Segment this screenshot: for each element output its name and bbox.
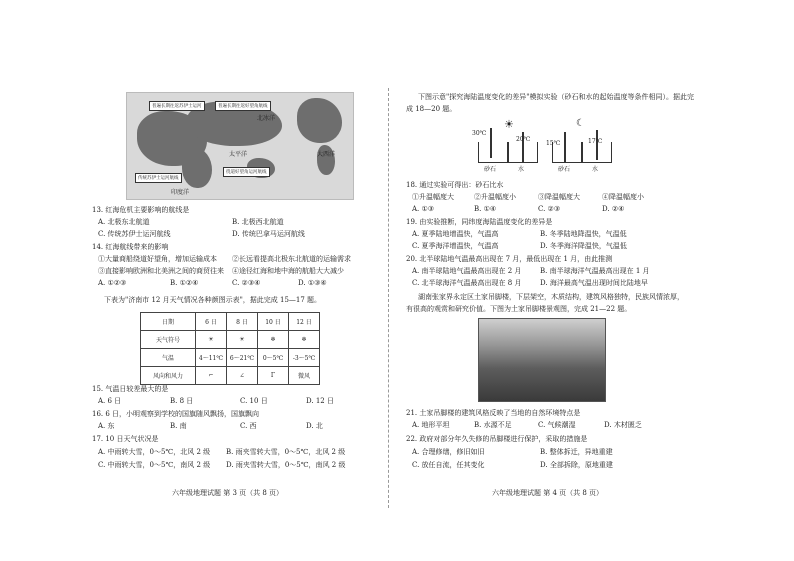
q16-stem: 16. 6 日，小明观察到学校的国旗随风飘扬，国旗飘向 [92, 410, 260, 418]
q16-option-a[interactable]: A. 东 [98, 422, 115, 430]
q20-option-a[interactable]: A. 南半球陆地气温最高出现在 2 月 [412, 267, 522, 275]
q21-option-d[interactable]: D. 木材匮乏 [604, 421, 642, 429]
q21-22-intro-line-2: 有很高的观赏和研究价值。下图为土家吊脚楼景观图，完成 21—22 题。 [406, 305, 632, 313]
q15-option-b[interactable]: B. 8 日 [170, 397, 194, 405]
q14-option-b[interactable]: B. ①②④ [170, 279, 199, 287]
q15-option-c[interactable]: C. 10 日 [240, 397, 268, 405]
sun-icon: ☀ [504, 118, 514, 131]
exp-intro-line-2: 成 18—20 题。 [406, 105, 457, 113]
q18-stem: 18. 通过实验可得出：砂石比水 [406, 181, 504, 189]
q22-option-a[interactable]: A. 合理修缮，修旧如旧 [412, 448, 485, 456]
q18-statement-1: ①升温幅度大 [412, 193, 454, 201]
q14-option-d[interactable]: D. ①③④ [298, 279, 327, 287]
q19-option-b[interactable]: B. 冬季陆地降温快，气温低 [540, 230, 627, 238]
thermometer-icon [564, 132, 566, 162]
map-legend-box-1: 普遍长期往返苏伊士运河 [149, 101, 205, 111]
q21-stem: 21. 土家吊脚楼的建筑风格反映了当地的自然环境特点是 [406, 409, 581, 417]
table-temp-4: -3～5℃ [289, 349, 320, 367]
q14-stem: 14. 红海航线带来的影响 [92, 243, 169, 251]
map-legend-box-4: 绕道好望角运河航线 [223, 167, 270, 177]
table-date-4: 12 日 [289, 313, 320, 331]
q20-option-b[interactable]: B. 南半球海洋气温最高出现在 1 月 [540, 267, 650, 275]
wind-barb-icon: Γ [258, 367, 289, 385]
q20-option-d[interactable]: D. 海洋最高气温出现时间比陆地早 [540, 279, 648, 287]
table-temp-2: 6～21℃ [227, 349, 258, 367]
table-header-symbol: 天气符号 [141, 331, 196, 349]
q20-stem: 20. 北半球陆地气温最高出现在 7 月，最低出现在 1 月，由此推测 [406, 255, 613, 263]
temp-label-3: 15℃ [546, 140, 561, 147]
snow-icon: ❄ [289, 331, 320, 349]
q18-option-d[interactable]: D. ②④ [602, 205, 625, 213]
q14-statement-3: ③直接影响欧洲和北美洲之间的商贸往来 [98, 267, 224, 275]
q15-option-a[interactable]: A. 6 日 [98, 397, 122, 405]
footer-page-4: 六年级地理试题 第 4 页（共 8 页） [492, 489, 604, 497]
table-temp-3: 0～5℃ [258, 349, 289, 367]
q13-option-b[interactable]: B. 北极西北航道 [232, 218, 284, 226]
q21-option-a[interactable]: A. 地形平坦 [412, 421, 450, 429]
page-divider [388, 88, 389, 508]
q14-statement-4: ④途径红海和地中海的航船大大减少 [232, 267, 344, 275]
map-legend-box-2: 普遍长期往返好望角航线 [215, 101, 271, 111]
table-header-temp: 气温 [141, 349, 196, 367]
label-sand-2: 砂石 [558, 166, 571, 173]
q18-option-b[interactable]: B. ①④ [474, 205, 497, 213]
map-landmass-north-america [297, 98, 342, 143]
q19-option-d[interactable]: D. 冬季海洋降温快，气温低 [540, 242, 627, 250]
q14-statement-2: ②长远看提高北极东北航道的运输需求 [232, 255, 351, 263]
experiment-figure [470, 118, 620, 176]
q20-option-c[interactable]: C. 北半球海洋气温最高出现在 8 月 [412, 279, 522, 287]
exp-intro-line-1: 下图示意"探究海陆温度变化的差异"模拟实验（砂石和水的起始温度等条件相同）。据此完 [418, 93, 694, 101]
q15-17-intro: 下表为"济南市 12 月天气情况各种颜图示表"，据此完成 15—17 题。 [104, 296, 322, 304]
temp-label-2: 20℃ [516, 136, 531, 143]
q15-stem: 15. 气温日较差最大的是 [92, 385, 169, 393]
q14-statement-1: ①大量商船绕道好望角，增加运输成本 [98, 255, 217, 263]
q22-option-d[interactable]: D. 全部拆除，原地重建 [540, 461, 613, 469]
rain-snow-icon: ❄ [258, 331, 289, 349]
q18-statement-2: ②升温幅度小 [474, 193, 516, 201]
table-header-wind: 风向和风力 [141, 367, 196, 385]
q15-option-d[interactable]: D. 12 日 [306, 397, 334, 405]
q19-option-c[interactable]: C. 夏季海洋增温快，气温高 [412, 242, 499, 250]
beaker-sand-1 [478, 142, 508, 163]
q21-option-c[interactable]: C. 气候潮湿 [538, 421, 576, 429]
q22-option-b[interactable]: B. 整体拆迁，异地重建 [540, 448, 613, 456]
q16-option-b[interactable]: B. 南 [170, 422, 187, 430]
map-label-arctic: 北冰洋 [257, 115, 276, 122]
q13-option-d[interactable]: D. 传统巴拿马运河航线 [232, 230, 305, 238]
q21-22-intro-line-1: 湖南张家界永定区土家吊脚楼，下层架空，木质结构，建筑风格独特，民族风情浓厚， [418, 293, 684, 301]
q17-option-a[interactable]: A. 中雨转大雪，0～5℃，北风 2 级 [98, 448, 211, 456]
q18-option-c[interactable]: C. ②③ [538, 205, 561, 213]
q17-option-b[interactable]: B. 雨夹雪转大雪，0～5℃，北风 2 级 [226, 448, 346, 456]
q13-option-a[interactable]: A. 北极东北航道 [98, 218, 150, 226]
q22-stem: 22. 政府对部分年久失修的吊脚楼进行保护，采取的措施是 [406, 435, 588, 443]
sun-icon: ☀ [227, 331, 258, 349]
temp-label-4: 17℃ [588, 138, 603, 145]
q17-stem: 17. 10 日天气状况是 [92, 435, 159, 443]
table-date-2: 8 日 [227, 313, 258, 331]
q18-statement-3: ③降温幅度大 [538, 193, 580, 201]
q14-option-a[interactable]: A. ①②③ [98, 279, 127, 287]
q18-statement-4: ④降温幅度小 [602, 193, 644, 201]
stilt-house-photo [478, 318, 606, 402]
table-date-3: 10 日 [258, 313, 289, 331]
label-water-1: 水 [518, 166, 525, 173]
q17-option-c[interactable]: C. 中雨转大雪，0～5℃，南风 2 级 [98, 461, 211, 469]
thermometer-icon [596, 130, 598, 160]
q13-stem: 13. 红海危机主要影响的航线是 [92, 206, 190, 214]
q16-option-c[interactable]: C. 西 [240, 422, 257, 430]
moon-icon: ☾ [576, 118, 585, 129]
table-temp-1: 4～11℃ [196, 349, 227, 367]
q13-option-c[interactable]: C. 传统苏伊士运河航线 [98, 230, 171, 238]
q14-option-c[interactable]: C. ②③④ [232, 279, 261, 287]
map-landmass-africa [182, 148, 212, 188]
q16-option-d[interactable]: D. 北 [306, 422, 323, 430]
q22-option-c[interactable]: C. 放任自流，任其变化 [412, 461, 485, 469]
thermometer-icon [490, 128, 492, 158]
wind-barb-icon: ⌐ [196, 367, 227, 385]
q17-option-d[interactable]: D. 雨夹雪转大雪，0～5℃，南风 2 级 [226, 461, 346, 469]
q19-stem: 19. 由实验推断，同纬度海陆温度变化的差异是 [406, 218, 553, 226]
footer-page-3: 六年级地理试题 第 3 页（共 8 页） [172, 489, 284, 497]
q18-option-a[interactable]: A. ①③ [412, 205, 435, 213]
table-wind-4: 微风 [289, 367, 320, 385]
temp-label-1: 30℃ [472, 130, 487, 137]
map-legend-box-3: 传统苏伊士运河航线 [135, 173, 182, 183]
wind-barb-icon: ∠ [227, 367, 258, 385]
q21-option-b[interactable]: B. 水源不足 [474, 421, 512, 429]
map-label-pacific: 太平洋 [229, 151, 248, 158]
sun-icon: ☀ [196, 331, 227, 349]
weather-table [140, 312, 320, 385]
q19-option-a[interactable]: A. 夏季陆地增温快，气温高 [412, 230, 499, 238]
shipping-route-map [126, 92, 354, 200]
label-sand-1: 砂石 [484, 166, 497, 173]
label-water-2: 水 [592, 166, 599, 173]
map-label-atlantic: 大西洋 [317, 151, 336, 158]
map-label-indian: 印度洋 [171, 189, 190, 196]
table-header-date: 日期 [141, 313, 196, 331]
table-date-1: 6 日 [196, 313, 227, 331]
